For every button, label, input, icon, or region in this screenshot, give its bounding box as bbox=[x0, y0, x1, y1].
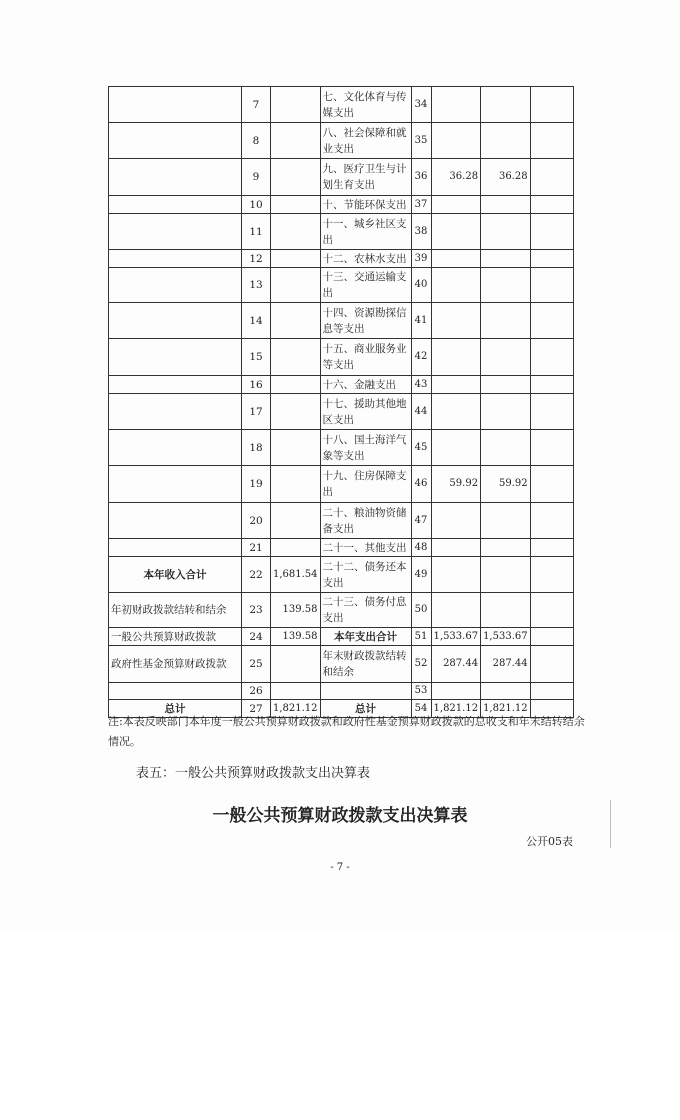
basic-expense-cell bbox=[481, 430, 531, 466]
left-amount-cell bbox=[271, 339, 321, 376]
table-row bbox=[109, 123, 574, 159]
right-label-cell: 十八、国土海洋气象等支出 bbox=[320, 430, 411, 466]
total-amount-cell bbox=[431, 339, 481, 376]
left-amount-cell bbox=[271, 376, 321, 394]
basic-expense-cell bbox=[481, 376, 531, 394]
right-row-number-cell: 54 bbox=[411, 700, 431, 718]
total-amount-cell bbox=[431, 196, 481, 214]
total-amount-cell bbox=[431, 503, 481, 539]
table-row bbox=[109, 376, 574, 394]
basic-expense-cell bbox=[481, 268, 531, 303]
basic-expense-cell: 36.28 bbox=[481, 159, 531, 196]
total-amount-cell bbox=[431, 394, 481, 430]
right-row-number-cell: 38 bbox=[411, 214, 431, 250]
project-expense-cell bbox=[530, 430, 573, 466]
table-row bbox=[109, 628, 574, 646]
left-label-cell: 总计 bbox=[109, 700, 242, 718]
right-row-number-cell: 34 bbox=[411, 87, 431, 123]
left-amount-cell: 139.58 bbox=[271, 628, 321, 646]
project-expense-cell bbox=[530, 159, 573, 196]
basic-expense-cell bbox=[481, 503, 531, 539]
total-amount-cell bbox=[431, 593, 481, 628]
project-expense-cell bbox=[530, 593, 573, 628]
basic-expense-cell: 59.92 bbox=[481, 466, 531, 503]
left-amount-cell bbox=[271, 430, 321, 466]
left-label-cell bbox=[109, 466, 242, 503]
table-row bbox=[109, 250, 574, 268]
left-row-number-cell: 20 bbox=[242, 503, 271, 539]
right-label-cell: 十五、商业服务业等支出 bbox=[320, 339, 411, 376]
left-label-cell bbox=[109, 214, 242, 250]
basic-expense-cell: 287.44 bbox=[481, 646, 531, 683]
left-row-number-cell: 12 bbox=[242, 250, 271, 268]
right-row-number-cell: 45 bbox=[411, 430, 431, 466]
left-label-cell bbox=[109, 250, 242, 268]
total-amount-cell: 287.44 bbox=[431, 646, 481, 683]
left-row-number-cell: 8 bbox=[242, 123, 271, 159]
project-expense-cell bbox=[530, 87, 573, 123]
left-row-number-cell: 16 bbox=[242, 376, 271, 394]
left-label-cell bbox=[109, 394, 242, 430]
left-row-number-cell: 10 bbox=[242, 196, 271, 214]
basic-expense-cell bbox=[481, 196, 531, 214]
left-label-cell bbox=[109, 503, 242, 539]
total-amount-cell bbox=[431, 87, 481, 123]
total-amount-cell bbox=[431, 268, 481, 303]
project-expense-cell bbox=[530, 466, 573, 503]
right-row-number-cell: 51 bbox=[411, 628, 431, 646]
table-note: 注:本表反映部门本年度一般公共预算财政拨款和政府性基金预算财政拨款的总收支和年末结转结余情况。 bbox=[108, 715, 585, 748]
project-expense-cell bbox=[530, 303, 573, 339]
right-row-number-cell: 48 bbox=[411, 539, 431, 557]
total-amount-cell bbox=[431, 683, 481, 700]
form-number: 公开05表 bbox=[526, 835, 573, 848]
project-expense-cell bbox=[530, 628, 573, 646]
table-row bbox=[109, 87, 574, 123]
left-amount-cell: 1,681.54 bbox=[271, 557, 321, 593]
left-label-cell: 政府性基金预算财政拨款 bbox=[109, 646, 242, 683]
page-title: 一般公共预算财政拨款支出决算表 bbox=[212, 806, 468, 826]
table-row bbox=[109, 394, 574, 430]
right-row-number-cell: 47 bbox=[411, 503, 431, 539]
left-row-number-cell: 24 bbox=[242, 628, 271, 646]
table-row bbox=[109, 430, 574, 466]
project-expense-cell bbox=[530, 214, 573, 250]
total-amount-cell bbox=[431, 303, 481, 339]
right-label-cell: 十七、援助其他地区支出 bbox=[320, 394, 411, 430]
right-row-number-cell: 53 bbox=[411, 683, 431, 700]
right-label-cell: 八、社会保障和就业支出 bbox=[320, 123, 411, 159]
table-row bbox=[109, 214, 574, 250]
left-row-number-cell: 7 bbox=[242, 87, 271, 123]
left-label-cell bbox=[109, 430, 242, 466]
total-amount-cell bbox=[431, 250, 481, 268]
table-row bbox=[109, 503, 574, 539]
table-row bbox=[109, 466, 574, 503]
project-expense-cell bbox=[530, 683, 573, 700]
project-expense-cell bbox=[530, 268, 573, 303]
table-caption: 表五：一般公共预算财政拨款支出决算表 bbox=[136, 766, 371, 781]
total-amount-cell bbox=[431, 557, 481, 593]
basic-expense-cell bbox=[481, 339, 531, 376]
right-row-number-cell: 52 bbox=[411, 646, 431, 683]
right-label-cell: 十二、农林水支出 bbox=[320, 250, 411, 268]
page-number: - 7 - bbox=[330, 862, 350, 873]
basic-expense-cell bbox=[481, 593, 531, 628]
right-label-cell: 年末财政拨款结转和结余 bbox=[320, 646, 411, 683]
right-row-number-cell: 39 bbox=[411, 250, 431, 268]
total-amount-cell: 36.28 bbox=[431, 159, 481, 196]
left-row-number-cell: 14 bbox=[242, 303, 271, 339]
table-row bbox=[109, 159, 574, 196]
left-row-number-cell: 22 bbox=[242, 557, 271, 593]
left-row-number-cell: 11 bbox=[242, 214, 271, 250]
basic-expense-cell bbox=[481, 214, 531, 250]
total-amount-cell bbox=[431, 376, 481, 394]
left-label-cell bbox=[109, 87, 242, 123]
right-label-cell bbox=[320, 683, 411, 700]
left-amount-cell bbox=[271, 159, 321, 196]
basic-expense-cell bbox=[481, 539, 531, 557]
left-label-cell bbox=[109, 123, 242, 159]
table-row bbox=[109, 268, 574, 303]
basic-expense-cell bbox=[481, 250, 531, 268]
project-expense-cell bbox=[530, 339, 573, 376]
right-row-number-cell: 42 bbox=[411, 339, 431, 376]
left-row-number-cell: 23 bbox=[242, 593, 271, 628]
total-amount-cell bbox=[431, 430, 481, 466]
right-label-cell: 七、文化体育与传媒支出 bbox=[320, 87, 411, 123]
right-label-cell: 十、节能环保支出 bbox=[320, 196, 411, 214]
left-row-number-cell: 15 bbox=[242, 339, 271, 376]
right-row-number-cell: 36 bbox=[411, 159, 431, 196]
basic-expense-cell bbox=[481, 394, 531, 430]
basic-expense-cell: 1,533.67 bbox=[481, 628, 531, 646]
basic-expense-cell bbox=[481, 87, 531, 123]
project-expense-cell bbox=[530, 376, 573, 394]
right-label-cell: 二十一、其他支出 bbox=[320, 539, 411, 557]
left-amount-cell bbox=[271, 646, 321, 683]
basic-expense-cell: 1,821.12 bbox=[481, 700, 531, 718]
left-label-cell: 年初财政拨款结转和结余 bbox=[109, 593, 242, 628]
left-amount-cell bbox=[271, 394, 321, 430]
project-expense-cell bbox=[530, 250, 573, 268]
project-expense-cell bbox=[530, 539, 573, 557]
right-row-number-cell: 40 bbox=[411, 268, 431, 303]
left-label-cell bbox=[109, 268, 242, 303]
total-amount-cell bbox=[431, 539, 481, 557]
right-label-cell: 十三、交通运输支出 bbox=[320, 268, 411, 303]
budget-table bbox=[108, 86, 574, 718]
left-row-number-cell: 21 bbox=[242, 539, 271, 557]
total-amount-cell bbox=[431, 123, 481, 159]
right-row-number-cell: 43 bbox=[411, 376, 431, 394]
left-label-cell bbox=[109, 683, 242, 700]
total-amount-cell: 1,533.67 bbox=[431, 628, 481, 646]
total-amount-cell: 59.92 bbox=[431, 466, 481, 503]
table-row bbox=[109, 339, 574, 376]
project-expense-cell bbox=[530, 557, 573, 593]
left-row-number-cell: 26 bbox=[242, 683, 271, 700]
table-row bbox=[109, 196, 574, 214]
table-row bbox=[109, 593, 574, 628]
basic-expense-cell bbox=[481, 683, 531, 700]
right-row-number-cell: 35 bbox=[411, 123, 431, 159]
left-amount-cell bbox=[271, 303, 321, 339]
left-row-number-cell: 19 bbox=[242, 466, 271, 503]
table-row bbox=[109, 683, 574, 700]
left-amount-cell bbox=[271, 683, 321, 700]
right-label-cell: 十九、住房保障支出 bbox=[320, 466, 411, 503]
right-label-cell: 十一、城乡社区支出 bbox=[320, 214, 411, 250]
left-row-number-cell: 25 bbox=[242, 646, 271, 683]
left-amount-cell bbox=[271, 196, 321, 214]
basic-expense-cell bbox=[481, 303, 531, 339]
left-amount-cell bbox=[271, 503, 321, 539]
right-label-cell: 本年支出合计 bbox=[320, 628, 411, 646]
right-row-number-cell: 50 bbox=[411, 593, 431, 628]
total-amount-cell: 1,821.12 bbox=[431, 700, 481, 718]
right-row-number-cell: 46 bbox=[411, 466, 431, 503]
page-background bbox=[0, 930, 680, 1120]
left-label-cell bbox=[109, 159, 242, 196]
left-label-cell bbox=[109, 196, 242, 214]
left-row-number-cell: 13 bbox=[242, 268, 271, 303]
left-amount-cell bbox=[271, 268, 321, 303]
left-row-number-cell: 18 bbox=[242, 430, 271, 466]
basic-expense-cell bbox=[481, 557, 531, 593]
budget-table-body bbox=[109, 87, 574, 718]
left-row-number-cell: 17 bbox=[242, 394, 271, 430]
right-label-cell: 总计 bbox=[320, 700, 411, 718]
left-amount-cell bbox=[271, 123, 321, 159]
left-amount-cell bbox=[271, 214, 321, 250]
total-amount-cell bbox=[431, 214, 481, 250]
left-label-cell: 本年收入合计 bbox=[109, 557, 242, 593]
left-label-cell bbox=[109, 303, 242, 339]
left-label-cell bbox=[109, 376, 242, 394]
right-label-cell: 二十二、债务还本支出 bbox=[320, 557, 411, 593]
right-label-cell: 二十、粮油物资储备支出 bbox=[320, 503, 411, 539]
table-row bbox=[109, 303, 574, 339]
right-label-cell: 十四、资源勘探信息等支出 bbox=[320, 303, 411, 339]
left-amount-cell: 1,821.12 bbox=[271, 700, 321, 718]
project-expense-cell bbox=[530, 646, 573, 683]
right-row-number-cell: 49 bbox=[411, 557, 431, 593]
table-row bbox=[109, 539, 574, 557]
project-expense-cell bbox=[530, 196, 573, 214]
left-amount-cell bbox=[271, 250, 321, 268]
right-label-cell: 二十三、债务付息支出 bbox=[320, 593, 411, 628]
project-expense-cell bbox=[530, 123, 573, 159]
right-label-cell: 九、医疗卫生与计划生育支出 bbox=[320, 159, 411, 196]
left-row-number-cell: 27 bbox=[242, 700, 271, 718]
right-row-number-cell: 37 bbox=[411, 196, 431, 214]
basic-expense-cell bbox=[481, 123, 531, 159]
project-expense-cell bbox=[530, 503, 573, 539]
left-amount-cell bbox=[271, 87, 321, 123]
project-expense-cell bbox=[530, 394, 573, 430]
left-label-cell: 一般公共预算财政拨款 bbox=[109, 628, 242, 646]
right-row-number-cell: 41 bbox=[411, 303, 431, 339]
right-row-number-cell: 44 bbox=[411, 394, 431, 430]
table-row bbox=[109, 557, 574, 593]
left-amount-cell: 139.58 bbox=[271, 593, 321, 628]
left-amount-cell bbox=[271, 466, 321, 503]
right-label-cell: 十六、金融支出 bbox=[320, 376, 411, 394]
table-row bbox=[109, 646, 574, 683]
left-label-cell bbox=[109, 539, 242, 557]
left-label-cell bbox=[109, 339, 242, 376]
left-row-number-cell: 9 bbox=[242, 159, 271, 196]
left-amount-cell bbox=[271, 539, 321, 557]
